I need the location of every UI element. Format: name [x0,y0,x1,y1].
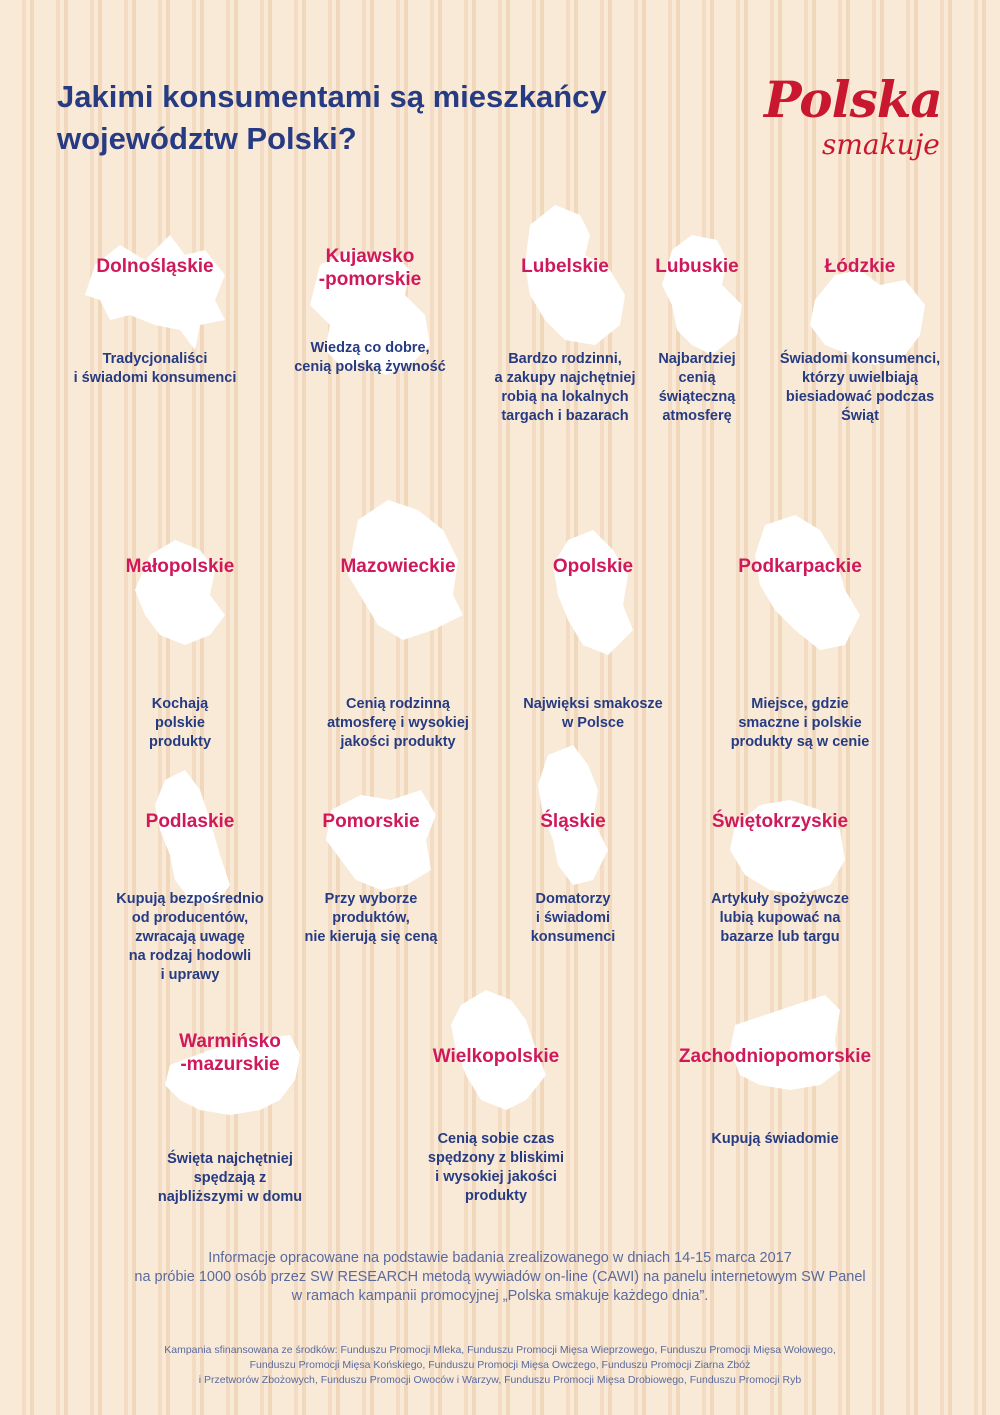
region-silhouette [75,205,235,355]
region-name-line: Pomorskie [322,811,420,832]
region-description [80,695,280,752]
region-name-line: Małopolskie [125,556,235,577]
page-title [57,76,757,160]
region-card [298,490,498,750]
region-description-line: świąteczną [658,389,736,405]
region-description-line: Cenią sobie czas [437,1131,555,1147]
region-description [55,350,255,388]
region-description-line: Bardzo rodzinni, [508,351,622,367]
region-description-line: Najbardziej [658,351,736,367]
region-card [675,975,875,1235]
region-description-line: Kochają [151,696,209,712]
region-description-line: biesiadować podczas [785,389,935,405]
region-description-line: Domatorzy [535,891,611,907]
title-line-1: Jakimi konsumentami są mieszkańcy [57,79,607,114]
region-description-line: Najwięksi smakosze [523,696,663,712]
region-description-line: nie kierują się ceną [304,929,438,945]
region-description-line: Artykuły spożywcze [711,891,849,907]
region-description-line: Święta najchętniej [167,1151,293,1167]
region-card [55,205,255,465]
region-name-line: Lubelskie [521,256,609,277]
region-description-line: bazarze lub targu [720,929,840,945]
region-description-line: w Polsce [561,715,625,731]
region-description-line: robią na lokalnych [501,389,629,405]
polska-smakuje-logo [760,70,970,180]
region-description-line: atmosferę [662,408,732,424]
region-description-line: Tradycjonaliści [102,351,208,367]
region-name [396,1045,596,1068]
region-description-line: którzy uwielbiają [801,370,919,386]
region-name [493,555,693,578]
region-name [700,555,900,578]
logo-main-text: Polska [764,70,942,129]
region-description-line: Cenią rodzinną [346,696,450,712]
region-name-line: Kujawsko [325,246,415,267]
region-name-line: Świętokrzyskie [711,811,849,832]
region-description-line: Świąt [841,408,879,424]
region-name-line: -mazurskie [180,1054,280,1075]
region-name-line: Opolskie [552,556,634,577]
funding-note [40,1343,960,1388]
region-name-line: Śląskie [540,811,606,832]
region-description-line: a zakupy najchętniej [494,370,636,386]
region-description-line: Wiedzą co dobre, [310,340,430,356]
survey-info-line: w ramach kampanii promocyjnej „Polska smakuje każdego dnia”. [291,1288,709,1304]
region-description-line: i uprawy [160,967,220,983]
region-description [760,350,960,426]
region-name [90,810,290,833]
region-description [675,1130,875,1149]
region-card [760,230,960,490]
survey-info-line: Informacje opracowane na podstawie badania zrealizowanego w dniach 14-15 marca 2017 [208,1250,792,1266]
region-name-line: Podkarpackie [738,556,862,577]
region-description-line: i świadomi konsumenci [73,370,237,386]
region-description-line: targach i bazarach [501,408,629,424]
region-description [700,695,900,752]
region-card [130,1020,330,1280]
region-description [130,1150,330,1207]
region-description-line: i świadomi [535,910,611,926]
region-name [55,255,255,278]
region-description [396,1130,596,1206]
region-description-line: lubią kupować na [719,910,841,926]
region-description-line: jakości produkty [340,734,456,750]
region-name [271,810,471,833]
region-description-line: Świadomi konsumenci, [779,351,941,367]
region-name [680,810,880,833]
region-description-line: polskie [155,715,205,731]
region-name-line: -pomorskie [318,269,422,290]
region-description-line: produkty [464,1188,528,1204]
region-description-line: i wysokiej jakości [435,1169,557,1185]
region-description-line: produkty [148,734,212,750]
region-silhouette [720,505,880,655]
region-card [90,760,290,1020]
region-description-line: konsumenci [530,929,616,945]
region-name-line: Zachodniopomorskie [678,1046,872,1067]
region-description-line: cenią polską żywność [294,359,446,375]
region-description-line: spędzają z [193,1170,267,1186]
region-name [270,245,470,291]
region-card [80,515,280,775]
region-name-line: Podlaskie [145,811,235,832]
region-card [473,740,673,1000]
region-description-line: produktów, [332,910,410,926]
region-description [298,695,498,752]
region-description-line: smaczne i polskie [738,715,862,731]
region-description-line: najbliższymi w domu [157,1189,303,1205]
region-description-line: atmosferę i wysokiej [327,715,469,731]
region-name [298,555,498,578]
region-description-line: na rodzaj hodowli [128,948,252,964]
region-description [271,890,471,947]
region-silhouette [100,515,260,665]
region-description [473,890,673,947]
region-name [675,1045,875,1068]
region-silhouette [617,215,777,365]
logo-sub-text: smakuje [822,128,940,161]
funding-line: Kampania sfinansowana ze środków: Funduszu Promocji Mleka, Funduszu Promocji Mięsa Wieprzowego, Funduszu Promocji Mięsa Wołowego, [164,1344,836,1356]
region-name [473,810,673,833]
region-description-line: spędzony z bliskimi [427,1150,565,1166]
funding-line: Funduszu Promocji Mięsa Końskiego, Funduszu Promocji Mięsa Owczego, Funduszu Promocji Ziarna Zbóż [249,1359,751,1371]
region-description-line: cenią [678,370,716,386]
region-card [700,505,900,765]
region-name-line: Mazowieckie [340,556,456,577]
survey-info [60,1249,940,1306]
region-name-line: Wielkopolskie [432,1046,560,1067]
region-description-line: produkty są w cenie [730,734,870,750]
region-description [90,890,290,985]
region-silhouette [513,520,673,670]
region-name [130,1030,330,1076]
region-description [270,339,470,377]
region-silhouette [110,760,270,910]
funding-line: i Przetworów Zbożowych, Funduszu Promocji Owoców i Warzyw, Funduszu Promocji Mięsa Drobiowego, Funduszu Promocji Ryb [198,1374,802,1386]
region-description-line: Miejsce, gdzie [751,696,849,712]
region-description [680,890,880,947]
survey-info-line: na próbie 1000 osób przez SW RESEARCH metodą wywiadów on-line (CAWI) na panelu internetowym SW Panel [134,1269,866,1285]
title-line-2: województw Polski? [57,121,357,156]
region-name [80,555,280,578]
region-name-line: Dolnośląskie [96,256,214,277]
region-description-line: zwracają uwagę [135,929,245,945]
region-description-line: Przy wyborze [324,891,418,907]
region-card [396,975,596,1235]
region-name-line: Lubuskie [655,256,739,277]
region-description-line: od producentów, [131,910,249,926]
region-name-line: Warmińsko [179,1031,281,1052]
region-name [760,255,960,278]
region-name-line: Łódzkie [824,256,896,277]
region-description [493,695,693,733]
region-card [270,235,470,495]
region-description-line: Kupują świadomie [711,1131,839,1147]
region-description-line: Kupują bezpośrednio [116,891,264,907]
